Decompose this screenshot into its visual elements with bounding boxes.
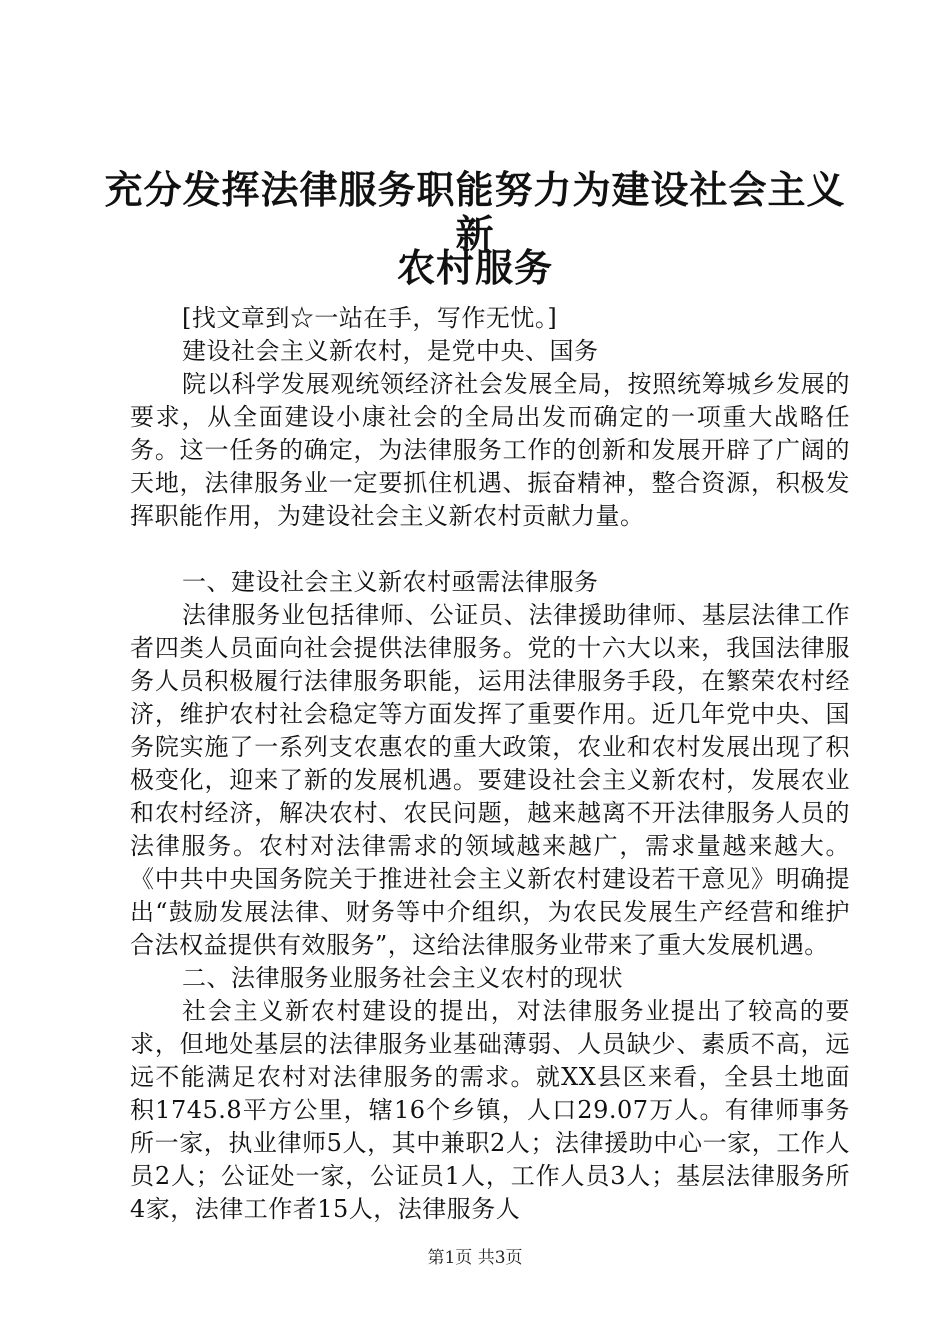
page-number-footer: 第1页 共3页 (427, 1248, 523, 1268)
paragraph-intro: 院以科学发展观统领经济社会发展全局，按照统筹城乡发展的要求，从全面建设小康社会的全局出发而确定的一项重大战略任务。这一任务的确定，为法律服务工作的创新和发展开辟了广阔的天地，法律服务业一定要抓住机遇、振奋精神，整合资源，积极发挥职能作用，为建设社会主义新农村贡献力量。 (130, 370, 850, 530)
paragraph-section-2: 社会主义新农村建设的提出，对法律服务业提出了较高的要求，但地处基层的法律服务业基础薄弱、人员缺少、素质不高，远远不能满足农村对法律服务的需求。就XX县区来看，全县土地面积1745.8平方公里，辖16个乡镇，人口29.07万人。有律师事务所一家，执业律师5人，其中兼职2人；法律援助中心一家，工作人员2人；公证处一家，公证员1人，工作人员3人；基层法律服务所4家，法律工作者15人，法律服务人 (130, 997, 850, 1223)
tagline: [找文章到☆一站在手，写作无忧。] (182, 304, 558, 332)
section-heading-2: 二、法律服务业服务社会主义农村的现状 (182, 964, 623, 992)
section-heading-1: 一、建设社会主义新农村亟需法律服务 (182, 568, 599, 596)
document-title-line-2: 农村服务 (396, 245, 553, 290)
paragraph-intro-line: 建设社会主义新农村，是党中央、国务 (182, 337, 599, 365)
paragraph-section-1: 法律服务业包括律师、公证员、法律援助律师、基层法律工作者四类人员面向社会提供法律服务。党的十六大以来，我国法律服务人员积极履行法律服务职能，运用法律服务手段，在繁荣农村经济，维护农村社会稳定等方面发挥了重要作用。近几年党中央、国务院实施了一系列支农惠农的重大政策，农业和农村发展出现了积极变化，迎来了新的发展机遇。要建设社会主义新农村，发展农业和农村经济，解决农村、农民问题，越来越离不开法律服务人员的法律服务。农村对法律需求的领域越来越广，需求量越来越大。《中共中央国务院关于推进社会主义新农村建设若干意见》明确提出“鼓励发展法律、财务等中介组织，为农民发展生产经营和维护合法权益提供有效服务”，这给法律服务业带来了重大发展机遇。 (130, 601, 850, 959)
document-body (130, 302, 850, 1226)
document-title-line-1: 充分发挥法律服务职能努力为建设社会主义新 (104, 167, 846, 256)
